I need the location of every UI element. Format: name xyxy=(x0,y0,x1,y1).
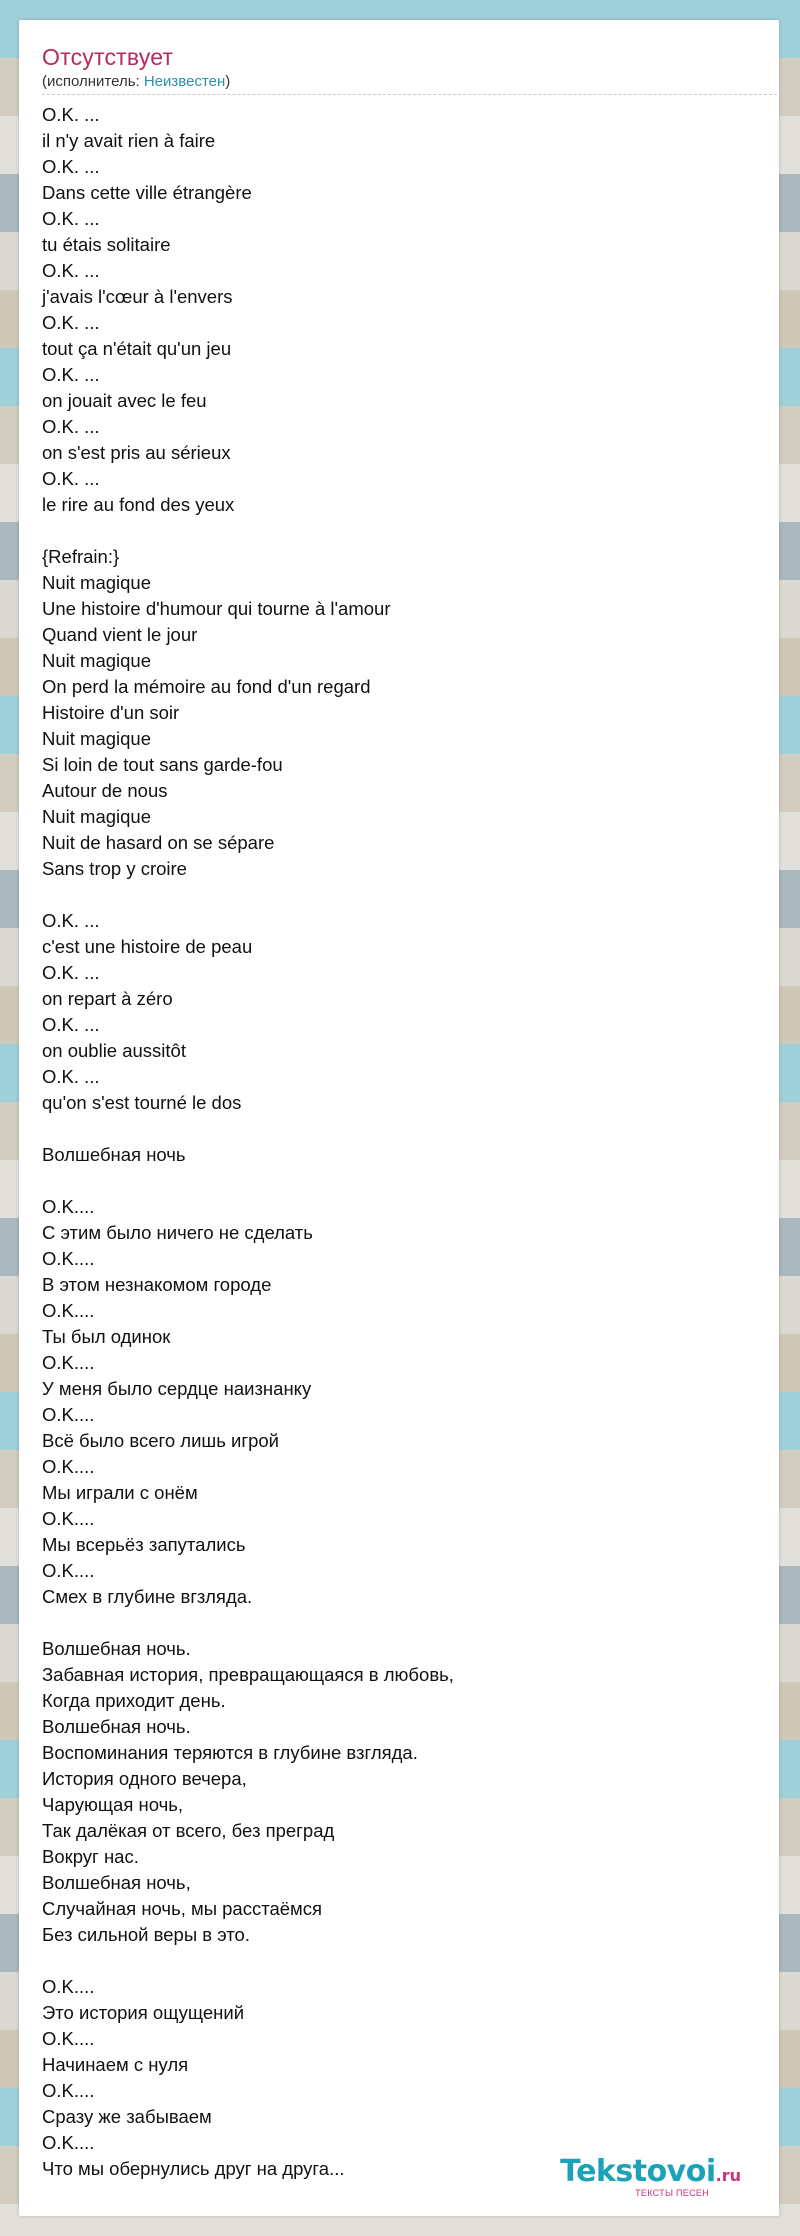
artist-line xyxy=(42,73,777,95)
brand-logo[interactable] xyxy=(560,2154,741,2198)
artist-link[interactable]: Неизвестен xyxy=(143,73,226,90)
brand-tld: .ru xyxy=(715,2166,741,2185)
artist-suffix: ) xyxy=(225,73,231,90)
lyrics-card xyxy=(19,20,779,2216)
brand-name: Tekstovoi xyxy=(560,2154,716,2189)
lyrics-text: O.K. ... il n'y avait rien à faire O.K. ... Dans cette ville étrangère O.K. ... tu étais solitaire O.K. ... j'avais l'cœur à l'envers O.K. ... tout ça n'était qu'un jeu O.K. ... on jouait avec le feu O.K. ... on s'est pris au sérieux O.K. ... le rire au fond des yeux {Refrain:} Nuit magique Une histoire d'humour qui tourne à l'amour Quand vient le jour Nuit magique On perd la mémoire au fond d'un regard Histoire d'un soir Nuit magique Si loin de tout sans garde-fou Autour de nous Nuit magique Nuit de hasard on se sépare Sans trop y croire O.K. ... c'est une histoire de peau O.K. ... on repart à zéro O.K. ... on oublie aussitôt O.K. ... qu'on s'est tourné le dos Волшебная ночь O.K.... С этим было ничего не сделать O.K.... В этом незнакомом городе O.K.... Ты был одинок O.K.... У меня было сердце наизнанку O.K.... Всё было всего лишь игрой O.K.... Мы играли с онём O.K.... Мы всерьёз запутались O.K.... Смех в глубине вгзляда. Волшебная ночь. Забавная история, превращающаяся в любовь, Когда приходит день. Волшебная ночь. Воспоминания теряются в глубине взгляда. История одного вечера, Чарующая ночь, Так далёкая от всего, без преград Вокруг нас. Волшебная ночь, Случайная ночь, мы расстаёмся Без сильной веры в это. O.K.... Это история ощущений O.K.... Начинаем с нуля O.K.... Сразу же забываем O.K.... Что мы обернулись друг на друга... xyxy=(42,104,454,2179)
song-title: Отсутствует xyxy=(42,44,174,70)
artist-prefix: (исполнитель: xyxy=(42,73,144,90)
brand-tagline: ТЕКСТЫ ПЕСЕН xyxy=(635,2188,709,2198)
